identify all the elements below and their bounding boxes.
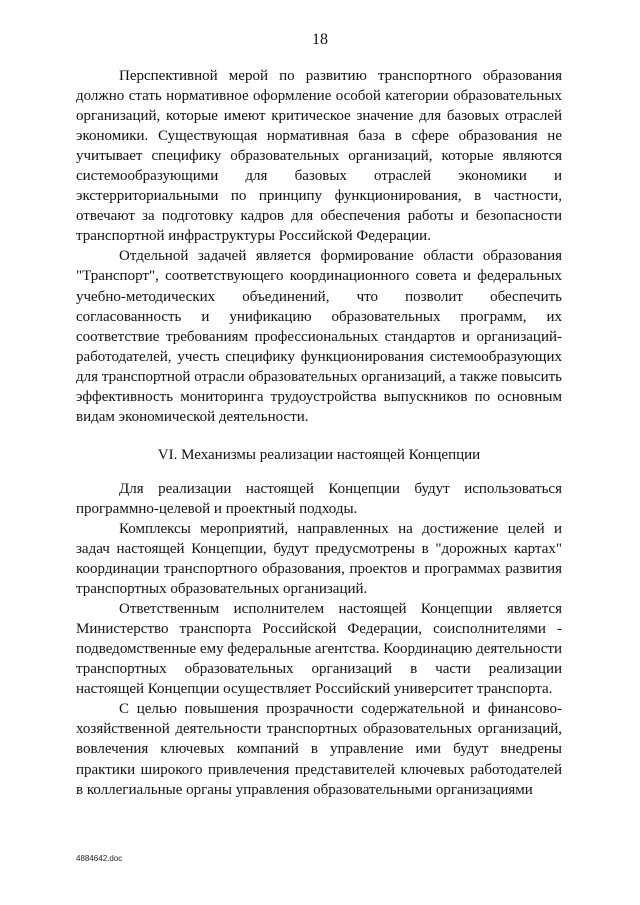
document-body (76, 66, 562, 800)
paragraph: Для реализации настоящей Концепции будут использоваться программно-целевой и проектный подходы. (76, 480, 562, 517)
paragraph: Комплексы мероприятий, направленных на достижение целей и задач настоящей Концепции, будут предусмотрены в "дорожных картах" координации транспортного образования, проектов и программах развития транспортных образовательных организаций. (76, 520, 562, 598)
file-reference: 4884642.doc (76, 854, 123, 863)
page-number: 18 (312, 31, 328, 48)
paragraph: Перспективной мерой по развитию транспортного образования должно стать нормативное оформление особой категории образовательных организаций, которые имеют критическое значение для базовых отраслей экономики. Существующая нормативная база в сфере образования не учитывает специфику образовательных организаций, которые являются системообразующими для базовых отраслей экономики и экстерриториальными по принципу функционирования, в частности, отвечают за подготовку кадров для обеспечения работы и безопасности транспортной инфраструктуры Российской Федерации. (76, 68, 562, 245)
section-heading: VI. Механизмы реализации настоящей Концепции (157, 446, 481, 463)
paragraph: Ответственным исполнителем настоящей Концепции является Министерство транспорта Российской Федерации, соисполнителями - подведомственные ему федеральные агентства. Координацию деятельности транспортных образовательных организаций в части реализации настоящей Концепции осуществляет Российский университет транспорта. (76, 601, 562, 698)
paragraph: Отдельной задачей является формирование области образования "Транспорт", соответствующего координационного совета и федеральных учебно-методических объединений, что позволит обеспечить согласованность и унификацию образовательных программ, их соответствие требованиям профессиональных стандартов и организаций-работодателей, учесть специфику функционирования системообразующих для транспортной отрасли образовательных организаций, а также повысить эффективность мониторинга трудоустройства выпускников по основным видам экономической деятельности. (76, 248, 562, 425)
paragraph: С целью повышения прозрачности содержательной и финансово-хозяйственной деятельности транспортных образовательных организаций, вовлечения ключевых компаний в управление ими будут внедрены практики широкого привлечения представителей ключевых работодателей в коллегиальные органы управления образовательными организациями (76, 701, 562, 798)
